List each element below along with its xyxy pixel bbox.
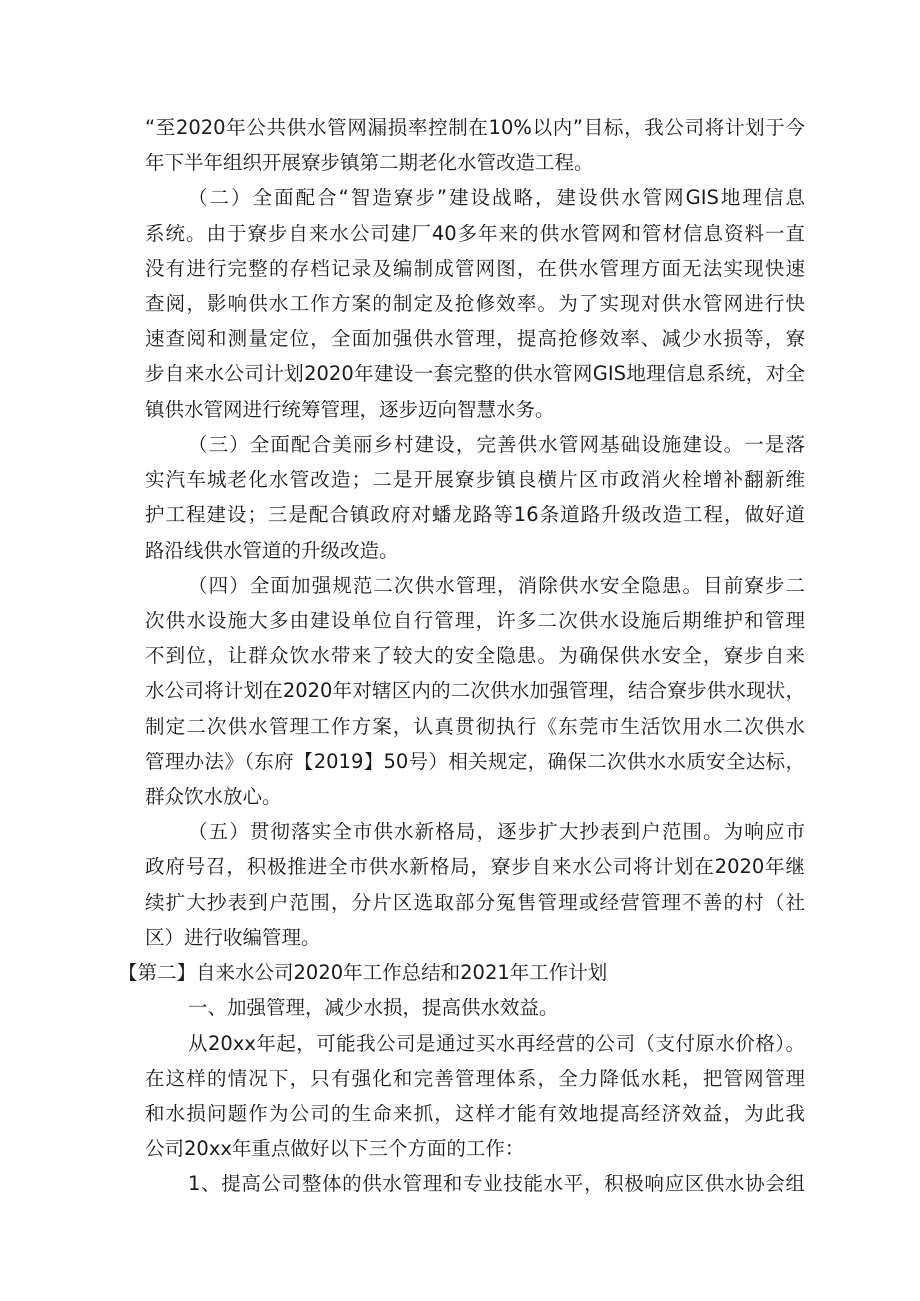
text-line: 路沿线供水管道的升级改造。: [145, 541, 399, 561]
text-line: （五）贯彻落实全市供水新格局，逐步扩大抄表到户范围。为响应市: [188, 822, 805, 842]
section-heading: 【第二】自来水公司2020年工作总结和2021年工作计划: [118, 963, 608, 983]
text-line: 步自来水公司计划2020年建设一套完整的供水管网GIS地理信息系统，对全: [145, 364, 805, 384]
subheading: 一、加强管理，减少水损，提高供水效益。: [188, 998, 559, 1018]
text-line: （二）全面配合“智造寮步”建设战略，建设供水管网GIS地理信息: [188, 188, 805, 208]
text-line: 速查阅和测量定位，全面加强供水管理，提高抢修效率、减少水损等，寮: [145, 329, 805, 349]
text-line: 公司20xx年重点做好以下三个方面的工作：: [145, 1139, 525, 1159]
text-line: 区）进行收编管理。: [145, 928, 321, 948]
text-line: 年下半年组织开展寮步镇第二期老化水管改造工程。: [145, 153, 594, 173]
text-line: 不到位，让群众饮水带来了较大的安全隐患。为确保供水安全，寮步自来: [145, 646, 805, 666]
text-line: 护工程建设；三是配合镇政府对蟠龙路等16条道路升级改造工程，做好道: [145, 505, 805, 525]
text-line: 政府号召，积极推进全市供水新格局，寮步自来水公司将计划在2020年继: [145, 857, 805, 877]
text-line: 群众饮水放心。: [145, 787, 282, 807]
text-line: 管理办法》（东府【2019】50号）相关规定，确保二次供水水质安全达标，: [145, 752, 805, 772]
text-line: 水公司将计划在2020年对辖区内的二次供水加强管理，结合寮步供水现状，: [145, 681, 805, 701]
text-line: （三）全面配合美丽乡村建设，完善供水管网基础设施建设。一是落: [188, 435, 805, 455]
text-line: 镇供水管网进行统筹管理，逐步迈向智慧水务。: [145, 400, 555, 420]
text-line: 查阅，影响供水工作方案的制定及抢修效率。为了实现对供水管网进行快: [145, 294, 805, 314]
text-line: 系统。由于寮步自来水公司建厂40多年来的供水管网和管材信息资料一直: [145, 224, 805, 244]
text-line: 1、提高公司整体的供水管理和专业技能水平，积极响应区供水协会组: [188, 1174, 805, 1194]
text-line: 从20xx年起，可能我公司是通过买水再经营的公司（支付原水价格）。: [188, 1034, 805, 1054]
text-line: 在这样的情况下，只有强化和完善管理体系，全力降低水耗，把管网管理: [145, 1069, 805, 1089]
text-line: 次供水设施大多由建设单位自行管理，许多二次供水设施后期维护和管理: [145, 611, 805, 631]
text-line: 和水损问题作为公司的生命来抓，这样才能有效地提高经济效益，为此我: [145, 1104, 805, 1124]
text-line: 实汽车城老化水管改造；二是开展寮步镇良横片区市政消火栓增补翻新维: [145, 470, 805, 490]
text-line: 没有进行完整的存档记录及编制成管网图，在供水管理方面无法实现快速: [145, 259, 805, 279]
text-line: （四）全面加强规范二次供水管理，消除供水安全隐患。目前寮步二: [188, 576, 805, 596]
text-line: 续扩大抄表到户范围，分片区选取部分冤售管理或经营管理不善的村（社: [145, 893, 805, 913]
text-line: 制定二次供水管理工作方案，认真贯彻执行《东莞市生活饮用水二次供水: [145, 717, 805, 737]
text-line: “至2020年公共供水管网漏损率控制在10%以内”目标，我公司将计划于今: [145, 118, 805, 138]
